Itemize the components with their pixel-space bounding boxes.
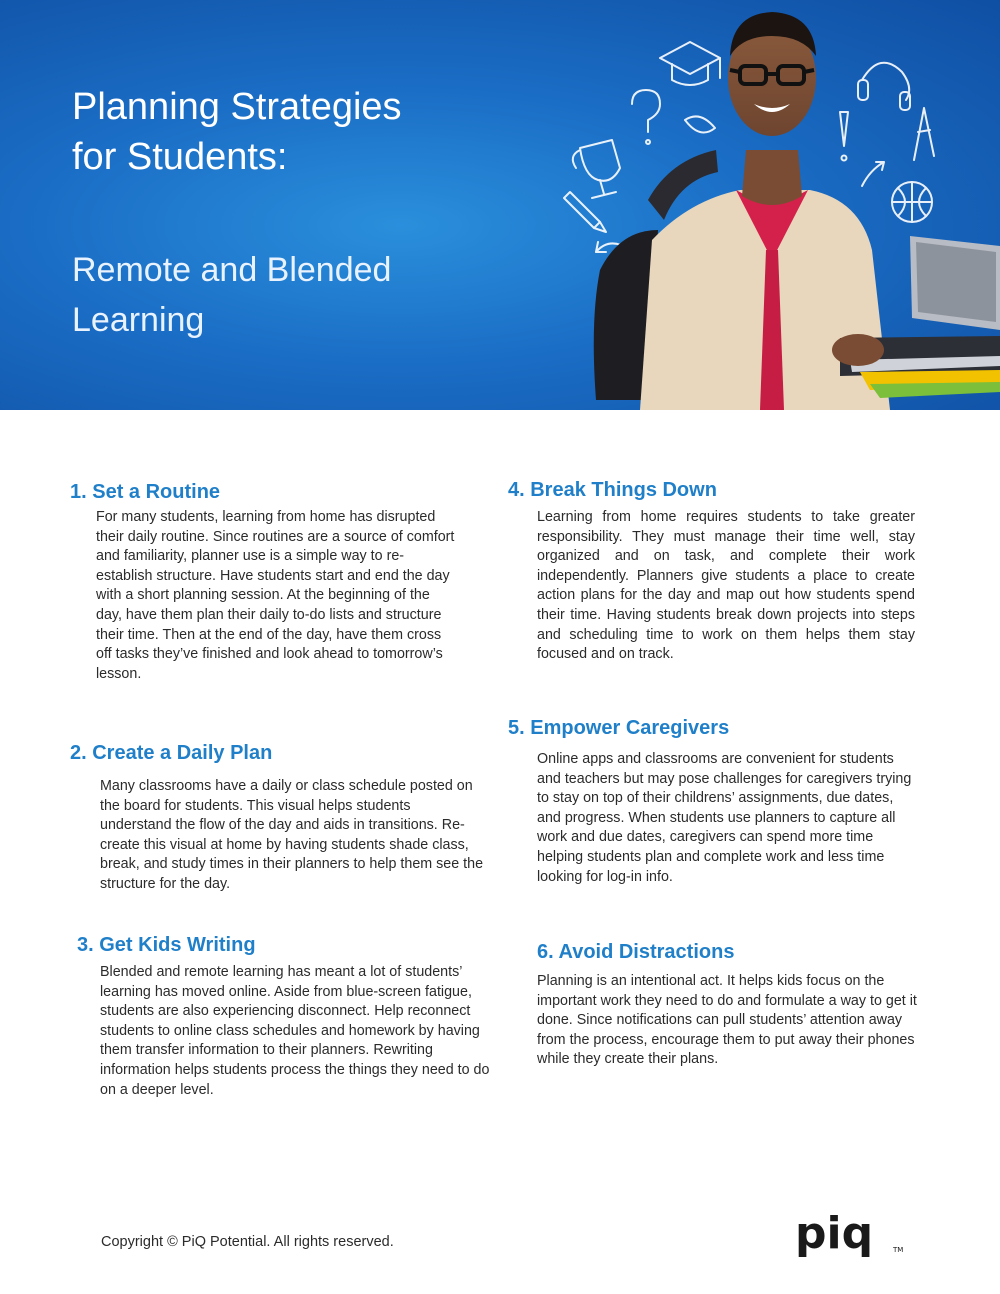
section-body-set-routine: For many students, learning from home has disrupted their daily routine. Since routines are a source of comfort and familiarity, planner use is a simple way to re-establish structure. Have students start and end the day with a short planning session. At the beginning of the day, have them plan their daily to-do lists and structure their time. Then at the end of the day, have them cross off tasks they’ve finished and look ahead to tomorrow’s lesson. [96, 509, 455, 682]
section-heading-distractions: 6. Avoid Distractions [537, 941, 735, 963]
exclamation-icon [840, 112, 848, 161]
section-heading-kids-writing: 3. Get Kids Writing [77, 934, 256, 956]
logo-trademark: TM [893, 1246, 904, 1254]
hero-banner [0, 0, 1000, 410]
logo-wordmark: piq [795, 1212, 874, 1259]
section-body-kids-writing: Blended and remote learning has meant a lot of students’ learning has moved online. Aside from blue-screen fatigue, students are also experiencing disconnect. Help reconnect students to online class schedules and homework by having them transfer information to their planners. Rewriting information helps students process the things they need to do on a deeper level. [100, 964, 490, 1098]
copyright-notice: Copyright © PiQ Potential. All rights reserved. [101, 1234, 394, 1250]
section-body-distractions: Planning is an intentional act. It helps kids focus on the important work they need to do and formulate a way to get it done. Since notifications can pull students’ attention away from the process, encourage them to put away their phones while they create their plans. [537, 973, 917, 1068]
compass-icon [914, 108, 934, 160]
page-title: Planning Strategies for Students: [72, 86, 402, 178]
section-heading-set-routine: 1. Set a Routine [70, 481, 221, 503]
section-heading-daily-plan: 2. Create a Daily Plan [70, 742, 273, 764]
section-heading-break-down: 4. Break Things Down [508, 479, 717, 501]
section-heading-caregivers: 5. Empower Caregivers [508, 717, 730, 739]
trophy-icon [573, 140, 620, 198]
section-body-break-down: Learning from home requires students to take greater responsibility. They must manage their time well, stay organized and on task, and complete their work independently. Planners give students a place to create action plans for the day and map out how students spend their time. Having students break down projects into steps and scheduling time to work on them helps them stay focused and on track. [537, 509, 915, 663]
student-illustration [540, 0, 1000, 410]
graduation-cap-icon [660, 42, 720, 85]
basketball-icon [892, 182, 932, 222]
piq-logo [793, 1212, 913, 1264]
question-mark-icon [632, 90, 660, 144]
page-subtitle: Remote and Blended Learning [72, 251, 392, 339]
section-body-daily-plan: Many classrooms have a daily or class schedule posted on the board for students. This visual helps students understand the flow of the day and aids in transitions. Re-create this visual at home by having students shade class, break, and study times in their planners to help them see the structure for the day. [100, 778, 484, 892]
section-body-caregivers: Online apps and classrooms are convenient for students and teachers but may pose challenges for caregivers trying to stay on top of their childrens’ assignments, due dates, and progress. When students use planners to capture all work and due dates, caregivers can spend more time helping students plan and complete work and less time looking for log-in info. [537, 751, 912, 885]
pencil-icon [564, 192, 606, 232]
headphones-icon [858, 63, 910, 110]
